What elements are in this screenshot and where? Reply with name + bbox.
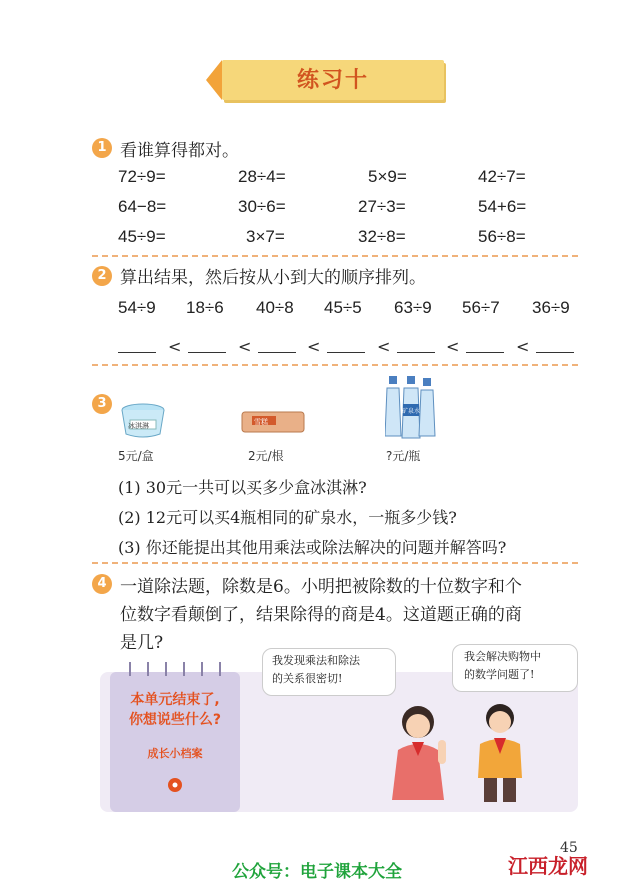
q4-line-3: 是几? bbox=[120, 633, 164, 653]
q1-r0-c2: 5×9= bbox=[368, 167, 407, 186]
bubble-girl-line-2: 的关系很密切! bbox=[272, 672, 343, 685]
ice-cream-price: 5元/盒 bbox=[118, 449, 154, 463]
less-than-1: < bbox=[168, 337, 182, 356]
review-line-2: 你想说些什么? bbox=[128, 712, 222, 728]
less-than-5: < bbox=[446, 337, 460, 356]
boy-illustration bbox=[470, 698, 530, 804]
ice-cream-label: 冰淇淋 bbox=[128, 422, 149, 430]
q2-item-1: 18÷6 bbox=[186, 298, 224, 317]
less-than-4: < bbox=[377, 337, 391, 356]
question-2-prompt: 算出结果，然后按从小到大的顺序排列。 bbox=[120, 268, 426, 288]
answer-blank-2[interactable] bbox=[188, 338, 226, 353]
q2-item-4: 63÷9 bbox=[394, 298, 432, 317]
q3-sub-3: (3) 你还能提出其他用乘法或除法解决的问题并解答吗? bbox=[118, 538, 507, 557]
divider bbox=[92, 562, 578, 564]
flower-icon bbox=[166, 776, 184, 794]
question-1-prompt: 看谁算得都对。 bbox=[120, 141, 239, 161]
water-price: ?元/瓶 bbox=[386, 449, 421, 463]
popsicle-price: 2元/根 bbox=[248, 449, 284, 463]
q1-r2-c1: 3×7= bbox=[246, 227, 285, 246]
page-title: 练习十 bbox=[296, 67, 369, 93]
bubble-girl-line-1: 我发现乘法和除法 bbox=[272, 654, 360, 667]
q1-r1-c0: 64−8= bbox=[118, 197, 167, 216]
answer-blank-6[interactable] bbox=[466, 338, 504, 353]
answer-blank-5[interactable] bbox=[397, 338, 435, 353]
q1-r1-c1: 30÷6= bbox=[238, 197, 286, 216]
q1-r2-c3: 56÷8= bbox=[478, 227, 526, 246]
popsicle-icon bbox=[238, 406, 308, 436]
bubble-boy-line-2: 的数学问题了! bbox=[464, 668, 535, 681]
less-than-2: < bbox=[238, 337, 252, 356]
q3-sub-2: (2) 12元可以买4瓶相同的矿泉水，一瓶多少钱? bbox=[118, 508, 457, 527]
growth-archive-label: 成长小档案 bbox=[147, 747, 203, 760]
divider bbox=[92, 255, 578, 257]
q2-item-5: 56÷7 bbox=[462, 298, 500, 317]
answer-blank-7[interactable] bbox=[536, 338, 574, 353]
question-2-number: 2 bbox=[92, 266, 112, 286]
q1-r0-c0: 72÷9= bbox=[118, 167, 166, 186]
q2-item-3: 45÷5 bbox=[324, 298, 362, 317]
question-1-number: 1 bbox=[92, 138, 112, 158]
bubble-boy-line-1: 我会解决购物中 bbox=[464, 650, 541, 663]
answer-blank-4[interactable] bbox=[327, 338, 365, 353]
q1-r0-c3: 42÷7= bbox=[478, 167, 526, 186]
notebook-rings bbox=[122, 660, 232, 678]
review-line-1: 本单元结束了, bbox=[130, 692, 220, 708]
answer-blank-3[interactable] bbox=[258, 338, 296, 353]
q2-item-2: 40÷8 bbox=[256, 298, 294, 317]
girl-illustration bbox=[384, 700, 454, 804]
footer-text: 公众号：电子课本大全 bbox=[232, 862, 402, 882]
question-3-number: 3 bbox=[92, 394, 112, 414]
q1-r1-c3: 54+6= bbox=[478, 197, 527, 216]
answer-blank-1[interactable] bbox=[118, 338, 156, 353]
question-4-number: 4 bbox=[92, 574, 112, 594]
q1-r0-c1: 28÷4= bbox=[238, 167, 286, 186]
less-than-6: < bbox=[516, 337, 530, 356]
q4-line-1: 一道除法题，除数是6。小明把被除数的十位数字和个 bbox=[120, 577, 522, 597]
water-label: 矿泉水 bbox=[402, 408, 421, 415]
q2-item-0: 54÷9 bbox=[118, 298, 156, 317]
page-number: 45 bbox=[560, 840, 578, 856]
watermark: 江西龙网 bbox=[508, 854, 588, 878]
title-banner-tip bbox=[206, 60, 222, 100]
q4-line-2: 位数字看颠倒了，结果除得的商是4。这道题正确的商 bbox=[120, 605, 522, 625]
popsicle-label: 雪糕 bbox=[254, 418, 268, 426]
less-than-3: < bbox=[307, 337, 321, 356]
q1-r2-c0: 45÷9= bbox=[118, 227, 166, 246]
q2-item-6: 36÷9 bbox=[532, 298, 570, 317]
divider bbox=[92, 364, 578, 366]
q3-sub-1: (1) 30元一共可以买多少盒冰淇淋? bbox=[118, 478, 367, 497]
q1-r1-c2: 27÷3= bbox=[358, 197, 406, 216]
q1-r2-c2: 32÷8= bbox=[358, 227, 406, 246]
